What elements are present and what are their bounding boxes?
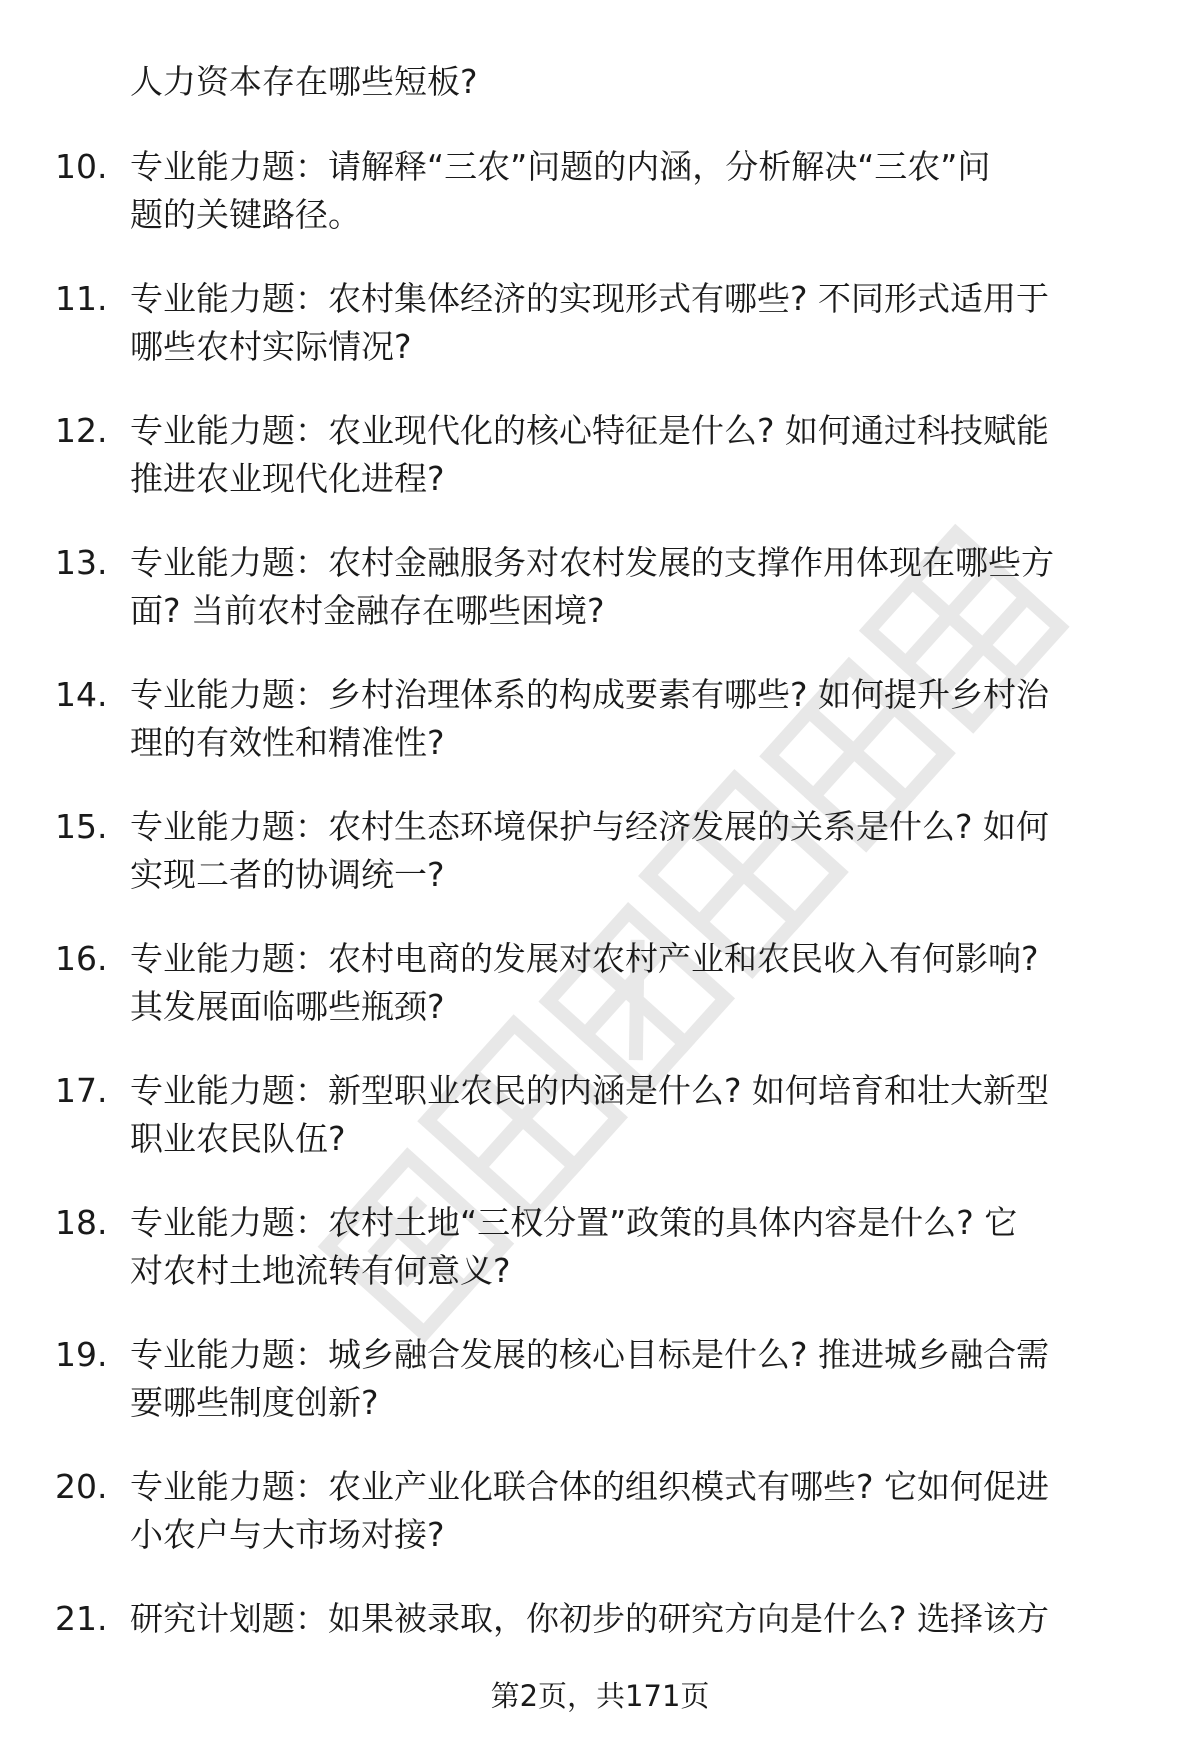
question-line: 专业能力题：城乡融合发展的核心目标是什么? 推进城乡融合需 xyxy=(130,1335,1050,1374)
question-line: 专业能力题：农业产业化联合体的组织模式有哪些? 它如何促进 xyxy=(130,1467,1050,1506)
list-item xyxy=(0,1331,1200,1463)
question-line: 专业能力题：农村金融服务对农村发展的支撑作用体现在哪些方 xyxy=(130,543,1054,582)
question-number: 18. xyxy=(55,1203,108,1242)
question-line: 题的关键路径。 xyxy=(130,195,361,234)
question-number: 15. xyxy=(55,807,108,846)
question-line: 其发展面临哪些瓶颈? xyxy=(130,987,445,1026)
question-number: 20. xyxy=(55,1467,108,1506)
question-line: 研究计划题：如果被录取，你初步的研究方向是什么? 选择该方 xyxy=(130,1599,1050,1638)
question-line: 专业能力题：农村集体经济的实现形式有哪些? 不同形式适用于 xyxy=(130,279,1050,318)
list-item xyxy=(0,407,1200,539)
question-number: 17. xyxy=(55,1071,108,1110)
question-text xyxy=(130,539,1140,635)
question-number: 19. xyxy=(55,1335,108,1374)
question-number: 21. xyxy=(55,1599,108,1638)
list-item xyxy=(0,803,1200,935)
list-item xyxy=(0,143,1200,275)
question-number: 12. xyxy=(55,411,108,450)
question-text xyxy=(130,143,1140,239)
question-text xyxy=(130,1595,1140,1643)
question-text xyxy=(130,671,1140,767)
question-number: 10. xyxy=(55,147,108,186)
question-line: 专业能力题：农业现代化的核心特征是什么? 如何通过科技赋能 xyxy=(130,411,1050,450)
question-text xyxy=(130,1199,1140,1295)
question-text xyxy=(130,1331,1140,1427)
question-line: 专业能力题：请解释“三农”问题的内涵，分析解决“三农”问 xyxy=(130,147,991,186)
question-number: 13. xyxy=(55,543,108,582)
list-item xyxy=(0,671,1200,803)
question-text xyxy=(130,275,1140,371)
question-line: 专业能力题：农村土地“三权分置”政策的具体内容是什么? 它 xyxy=(130,1203,1018,1242)
continued-question-text: 人力资本存在哪些短板? xyxy=(130,62,478,101)
list-item xyxy=(0,539,1200,671)
question-text xyxy=(130,407,1140,503)
question-line: 专业能力题：农村电商的发展对农村产业和农民收入有何影响? xyxy=(130,939,1039,978)
question-line: 职业农民队伍? xyxy=(130,1119,346,1158)
question-line: 推进农业现代化进程? xyxy=(130,459,445,498)
list-item xyxy=(0,1067,1200,1199)
question-list xyxy=(0,143,1200,1727)
list-item xyxy=(0,1199,1200,1331)
page-number-footer: 第2页，共171页 xyxy=(490,1679,710,1713)
question-line: 实现二者的协调统一? xyxy=(130,855,445,894)
question-text xyxy=(130,935,1140,1031)
question-text xyxy=(130,1067,1140,1163)
question-line: 要哪些制度创新? xyxy=(130,1383,379,1422)
question-line: 专业能力题：乡村治理体系的构成要素有哪些? 如何提升乡村治 xyxy=(130,675,1050,714)
list-item xyxy=(0,275,1200,407)
question-line: 对农村土地流转有何意义? xyxy=(130,1251,511,1290)
question-line: 专业能力题：新型职业农民的内涵是什么? 如何培育和壮大新型 xyxy=(130,1071,1050,1110)
question-line: 哪些农村实际情况? xyxy=(130,327,412,366)
list-item xyxy=(0,935,1200,1067)
question-number: 11. xyxy=(55,279,108,318)
question-number: 14. xyxy=(55,675,108,714)
question-text xyxy=(130,803,1140,899)
question-line: 小农户与大市场对接? xyxy=(130,1515,445,1554)
question-line: 面? 当前农村金融存在哪些困境? xyxy=(130,591,605,630)
question-line: 理的有效性和精准性? xyxy=(130,723,445,762)
question-number: 16. xyxy=(55,939,108,978)
question-line: 专业能力题：农村生态环境保护与经济发展的关系是什么? 如何 xyxy=(130,807,1050,846)
question-text xyxy=(130,1463,1140,1559)
list-item xyxy=(0,1463,1200,1595)
